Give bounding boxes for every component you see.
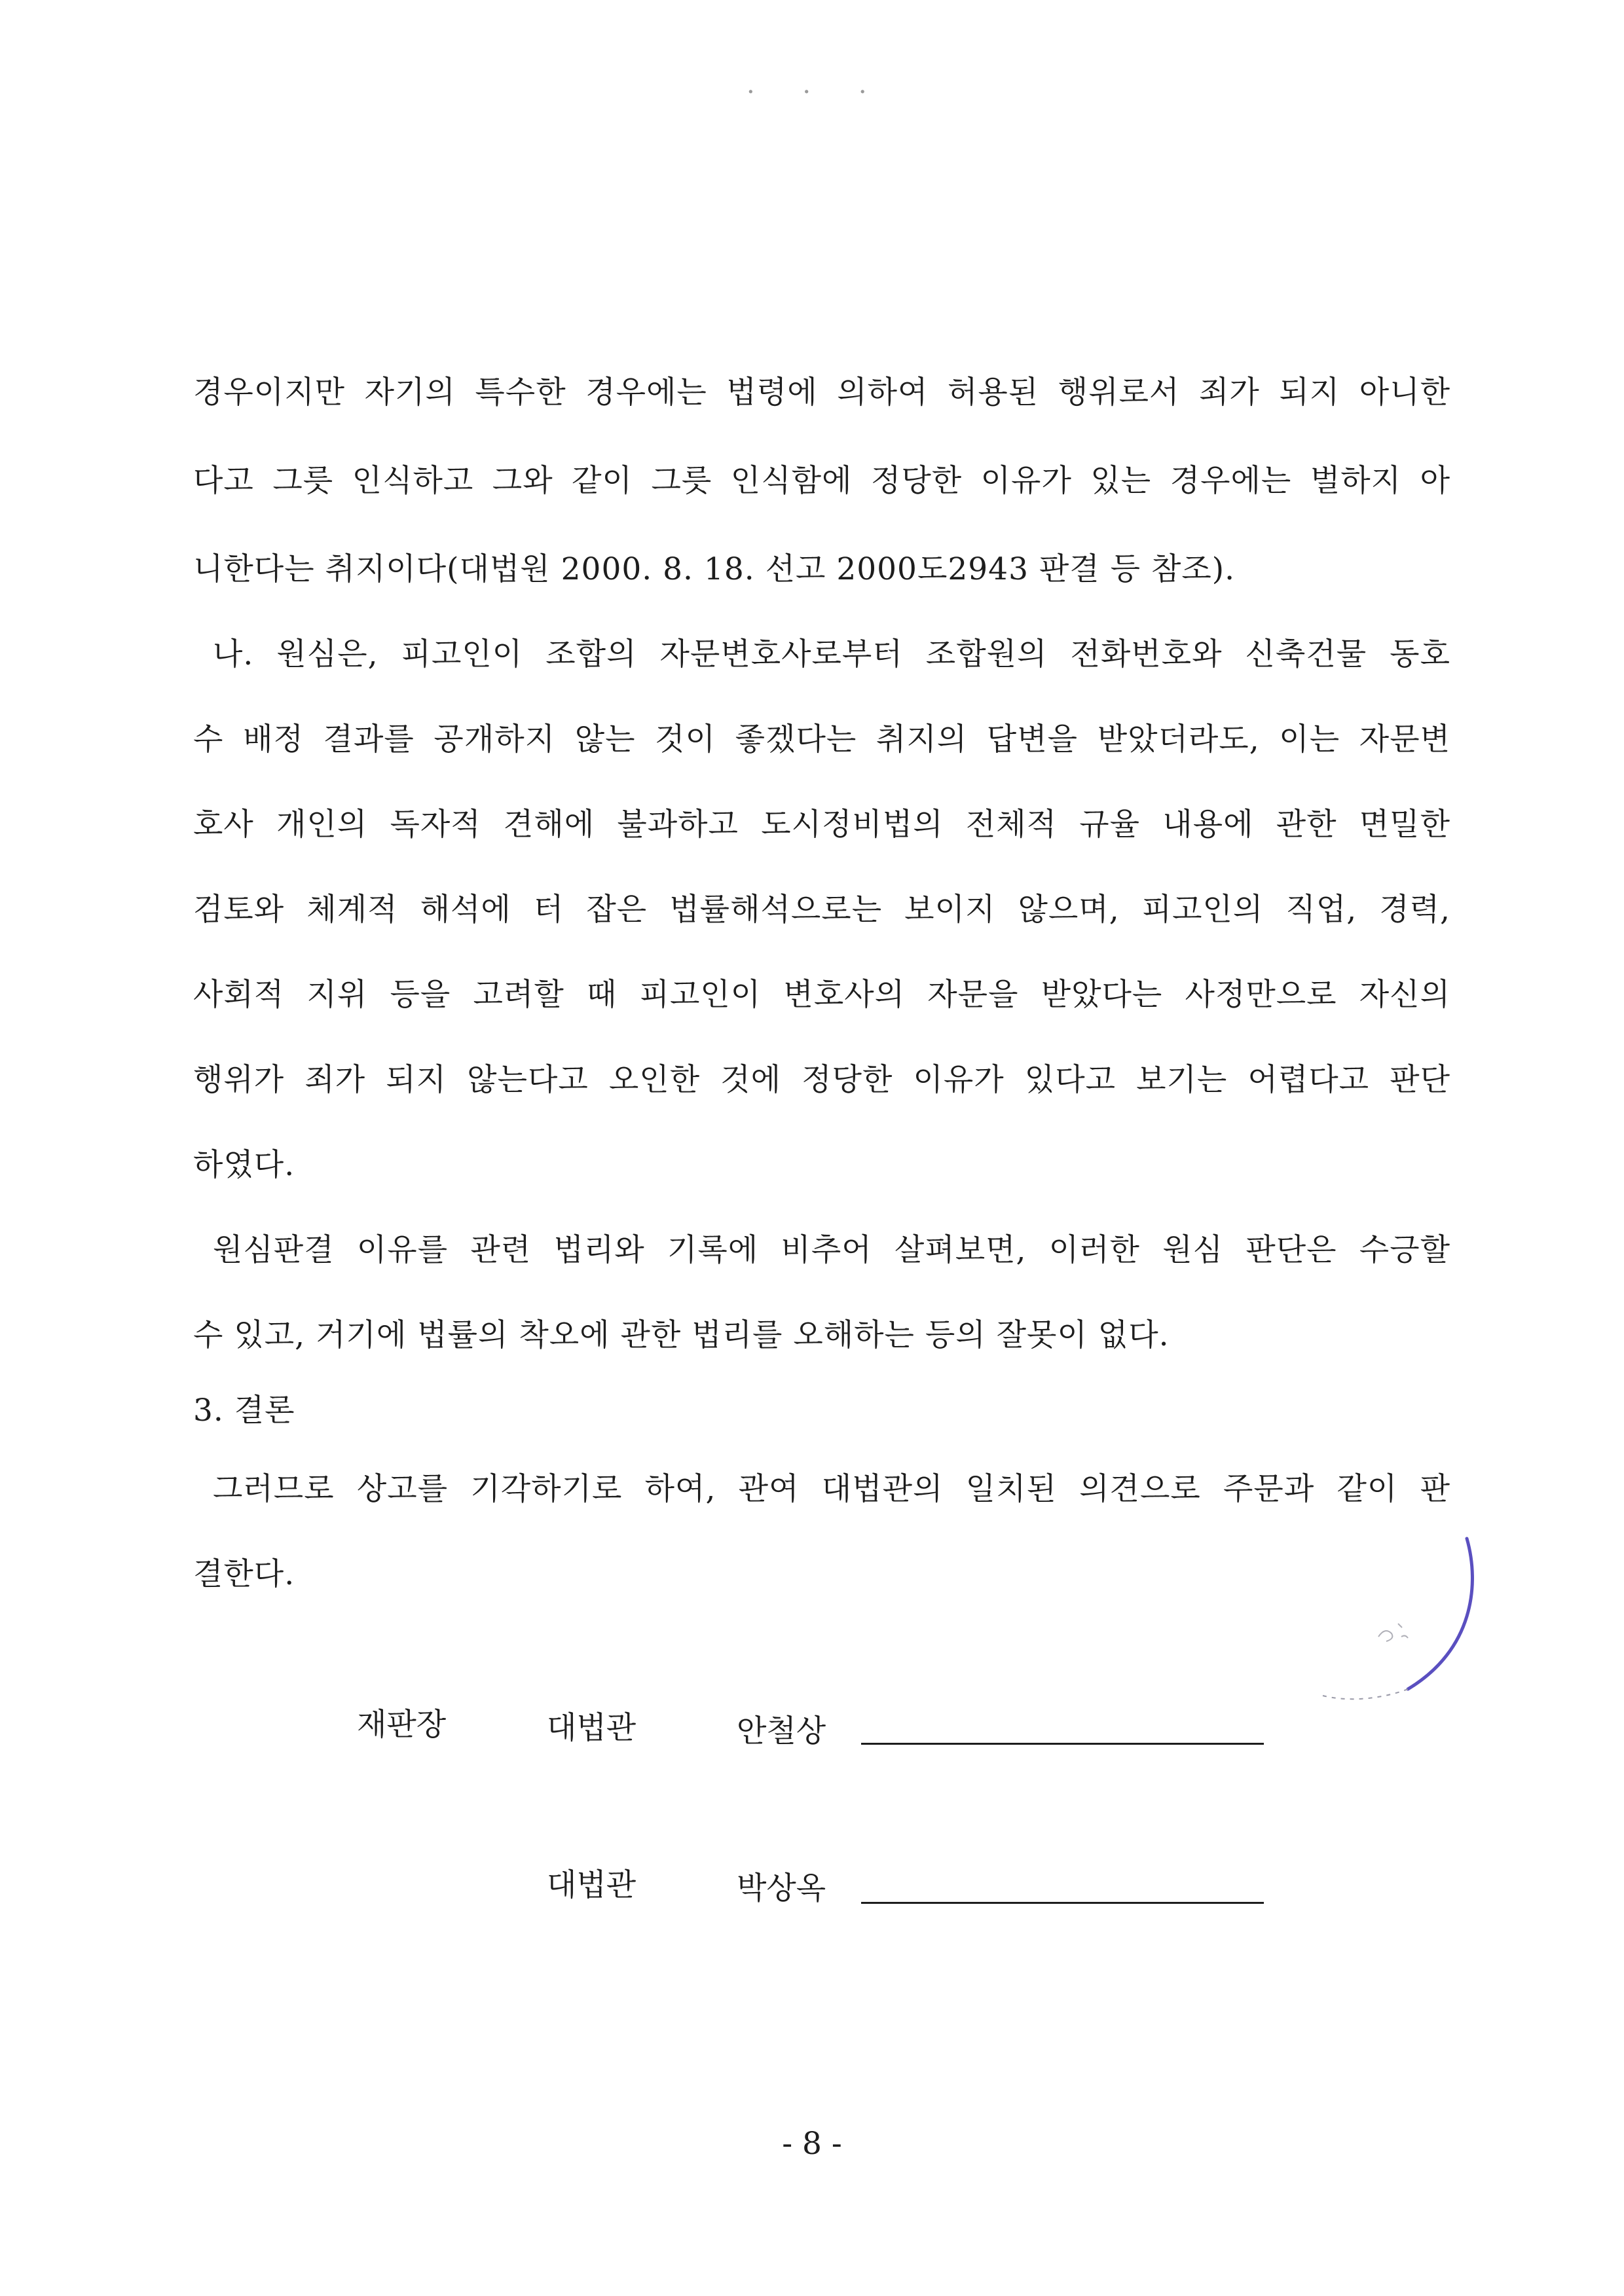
page-number: - 8 - (782, 2126, 842, 2162)
paragraph-line: 호사 개인의 독자적 견해에 불과하고 도시정비법의 전체적 규율 내용에 관한 면밀한 (193, 807, 1450, 843)
paragraph-line: 수 있고, 거기에 법률의 착오에 관한 법리를 오해하는 등의 잘못이 없다. (193, 1317, 1170, 1353)
signature-line (861, 1743, 1264, 1745)
signature-line (861, 1902, 1264, 1904)
paragraph-line: 사회적 지위 등을 고려할 때 피고인이 변호사의 자문을 받았다는 사정만으로 자신의 (193, 977, 1450, 1013)
seal-stamp-icon (1303, 1525, 1486, 1709)
paragraph-line: 다고 그릇 인식하고 그와 같이 그릇 인식함에 정당한 이유가 있는 경우에는 벌하지 아 (193, 463, 1450, 499)
paragraph-line: 검토와 체계적 해석에 터 잡은 법률해석으로는 보이지 않으며, 피고인의 직업, 경력, (193, 892, 1450, 928)
paragraph-line: 나. 원심은, 피고인이 조합의 자문변호사로부터 조합원의 전화번호와 신축건물 동호 (213, 636, 1450, 672)
justice-name: 박상옥 (737, 1870, 826, 1906)
justice-title: 대법관 (547, 1710, 637, 1746)
paragraph-line: 행위가 죄가 되지 않는다고 오인한 것에 정당한 이유가 있다고 보기는 어렵다고 판단 (193, 1062, 1450, 1098)
presiding-role: 재판장 (357, 1707, 447, 1743)
paragraph-line: 수 배정 결과를 공개하지 않는 것이 좋겠다는 취지의 답변을 받았더라도, 이는 자문변 (193, 721, 1450, 757)
scan-artifact-marks: · · · (747, 77, 887, 107)
paragraph-line: 원심판결 이유를 관련 법리와 기록에 비추어 살펴보면, 이러한 원심 판단은 수긍할 (213, 1232, 1450, 1268)
paragraph-line: 경우이지만 자기의 특수한 경우에는 법령에 의하여 허용된 행위로서 죄가 되지 아니한 (193, 374, 1450, 410)
paragraph-line: 니한다는 취지이다(대법원 2000. 8. 18. 선고 2000도2943 판결 등 참조). (193, 551, 1236, 587)
justice-name: 안철상 (737, 1713, 826, 1749)
paragraph-line: 하였다. (193, 1147, 295, 1183)
paragraph-line: 그러므로 상고를 기각하기로 하여, 관여 대법관의 일치된 의견으로 주문과 같이 판 (213, 1471, 1450, 1507)
paragraph-line: 결한다. (193, 1556, 295, 1592)
section-heading: 3. 결론 (193, 1393, 295, 1429)
justice-title: 대법관 (547, 1867, 637, 1903)
